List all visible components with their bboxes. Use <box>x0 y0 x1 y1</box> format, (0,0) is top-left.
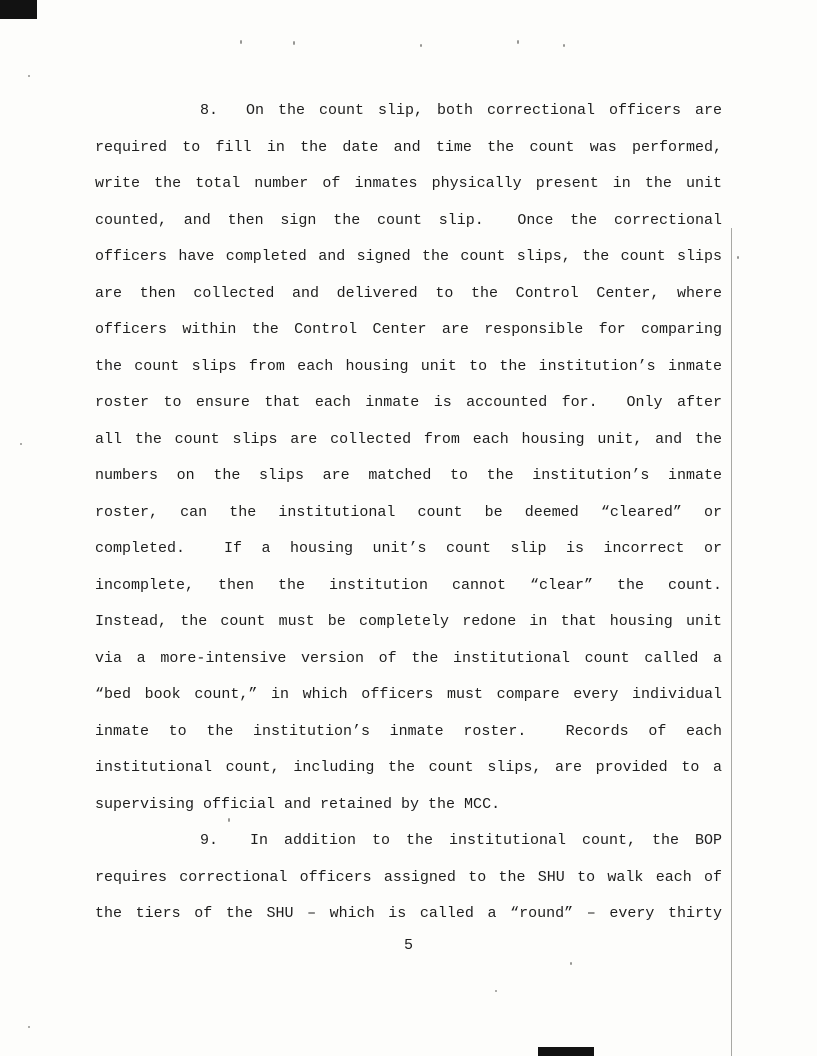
text-line: “bed book count,” in which officers must compare every individual <box>95 686 722 703</box>
scan-speck <box>420 44 422 47</box>
text-line: numbers on the slips are matched to the institution’s inmate <box>95 467 722 484</box>
text-line: completed. If a housing unit’s count slip is incorrect or <box>95 540 722 557</box>
scan-speck <box>240 40 242 44</box>
text-line: officers within the Control Center are responsible for comparing <box>95 321 722 338</box>
scan-speck <box>737 256 739 259</box>
text-line: 8. On the count slip, both correctional officers are <box>200 102 722 119</box>
text-line: counted, and then sign the count slip. Once the correctional <box>95 211 722 229</box>
scan-speck <box>563 44 565 47</box>
text-line: all the count slips are collected from each housing unit, and the <box>95 430 722 448</box>
scan-speck <box>495 990 497 992</box>
scan-artifact-bottom-right <box>538 1047 594 1056</box>
text-line: the count slips from each housing unit to the institution’s inmate <box>95 357 722 375</box>
text-line: roster, can the institutional count be deemed “cleared” or <box>95 503 722 521</box>
text-line: supervising official and retained by the MCC. <box>95 795 501 813</box>
text-line: are then collected and delivered to the Control Center, where <box>95 284 722 302</box>
text-line: officers have completed and signed the count slips, the count slips <box>95 248 722 265</box>
text-line: required to fill in the date and time the count was performed, <box>95 138 722 156</box>
scan-artifact-top-left <box>0 0 37 19</box>
scan-speck <box>517 40 519 44</box>
document-body <box>95 93 722 933</box>
page-number: 5 <box>403 937 413 954</box>
text-line: roster to ensure that each inmate is accounted for. Only after <box>95 394 722 411</box>
text-line: via a more-intensive version of the institutional count called a <box>95 649 722 667</box>
text-line: 9. In addition to the institutional count, the BOP <box>200 832 722 849</box>
text-line: inmate to the institution’s inmate roster. Records of each <box>95 722 722 740</box>
text-line: institutional count, including the count slips, are provided to a <box>95 759 722 776</box>
scan-speck <box>570 962 572 965</box>
text-line: write the total number of inmates physically present in the unit <box>95 175 722 192</box>
scan-speck <box>28 75 30 77</box>
text-line: requires correctional officers assigned to the SHU to walk each of <box>95 868 722 886</box>
scan-speck <box>28 1026 30 1028</box>
text-line: the tiers of the SHU – which is called a “round” – every thirty <box>95 905 722 922</box>
text-line: Instead, the count must be completely redone in that housing unit <box>95 613 722 630</box>
text-line: incomplete, then the institution cannot “clear” the count. <box>95 576 722 594</box>
scan-artifact-right-edge <box>731 228 732 1056</box>
scan-speck <box>20 443 22 445</box>
scan-speck <box>293 41 295 45</box>
